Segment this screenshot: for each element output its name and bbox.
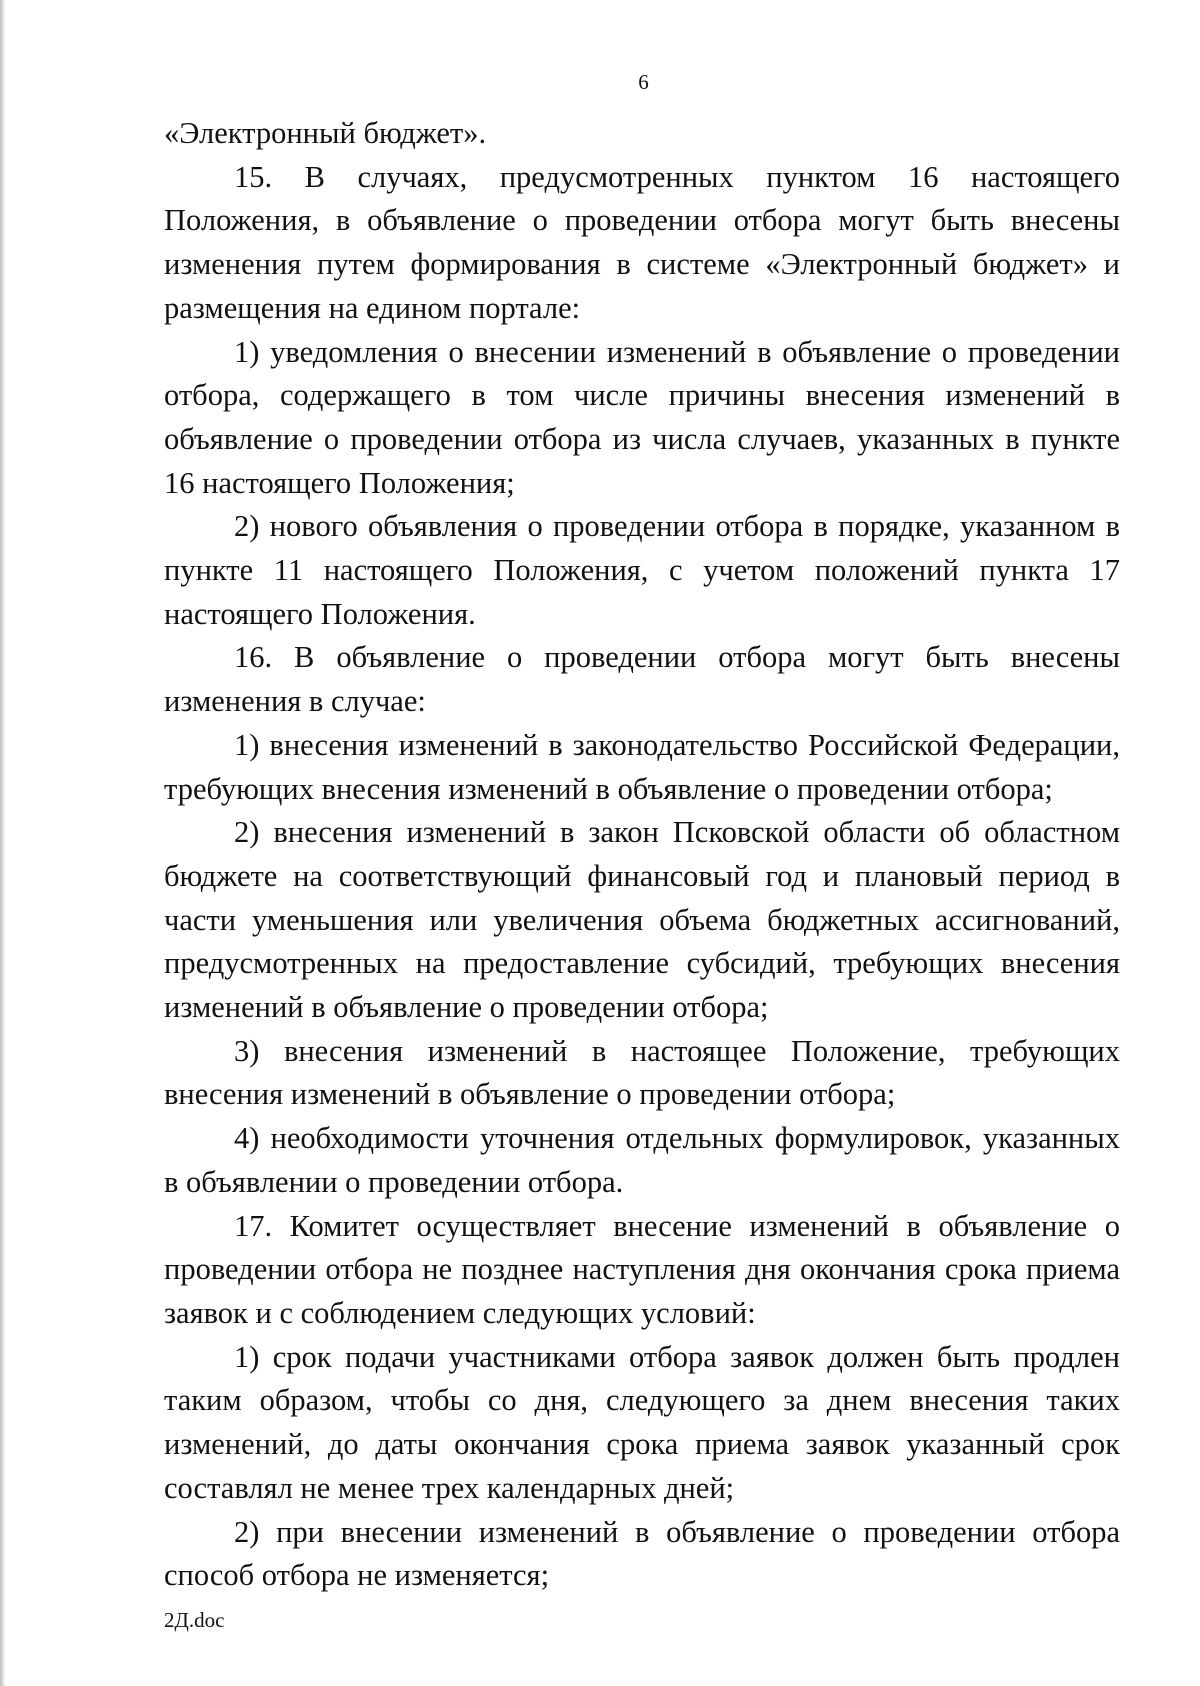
file-name-footer: 2Д.doc bbox=[164, 1608, 225, 1632]
paragraph-subitem-15-2: 2) нового объявления о проведении отбора в порядке, указанном в пункте 11 настоящего Положения, с учетом положений пункта 17 настоящего Положения. bbox=[164, 509, 1120, 631]
paragraph-subitem-17-1: 1) срок подачи участниками отбора заявок должен быть продлен таким образом, чтобы со дня, следующего за днем внесения таких изменений, до даты окончания срока приема заявок указанный срок составлял не менее трех календарных дней; bbox=[164, 1339, 1120, 1505]
paragraph-subitem-17-2: 2) при внесении изменений в объявление о проведении отбора способ отбора не изменяется; bbox=[164, 1514, 1120, 1593]
scan-edge bbox=[0, 0, 6, 1686]
paragraph-item-16: 16. В объявление о проведении отбора могут быть внесены изменения в случае: bbox=[164, 640, 1120, 719]
paragraph-continuation: «Электронный бюджет». bbox=[164, 116, 487, 150]
page-number: 6 bbox=[638, 70, 649, 94]
paragraph-subitem-16-3: 3) внесения изменений в настоящее Положение, требующих внесения изменений в объявление о проведении отбора; bbox=[164, 1033, 1120, 1112]
paragraph-item-17: 17. Комитет осуществляет внесение изменений в объявление о проведении отбора не позднее наступления дня окончания срока приема заявок и с соблюдением следующих условий: bbox=[164, 1208, 1120, 1330]
paragraph-subitem-16-1: 1) внесения изменений в законодательство Российской Федерации, требующих внесения изменений в объявление о проведении отбора; bbox=[164, 727, 1120, 806]
paragraph-item-15: 15. В случаях, предусмотренных пунктом 16 настоящего Положения, в объявление о проведении отбора могут быть внесены изменения путем формирования в системе «Электронный бюджет» и размещения на едином портале: bbox=[164, 159, 1120, 325]
paragraph-subitem-16-4: 4) необходимости уточнения отдельных формулировок, указанных в объявлении о проведении отбора. bbox=[164, 1121, 1120, 1199]
paragraph-subitem-16-2: 2) внесения изменений в закон Псковской области об областном бюджете на соответствующий финансовый год и плановый период в части уменьшения или увеличения объема бюджетных ассигнований, предусмотренных на предоставление субсидий, требующих внесения изменений в объявление о проведении отбора; bbox=[164, 815, 1120, 1025]
document-body bbox=[164, 112, 1120, 1598]
paragraph-subitem-15-1: 1) уведомления о внесении изменений в объявление о проведении отбора, содержащего в том числе причины внесения изменений в объявление о проведении отбора из числа случаев, указанных в пункте 16 настоящего Положения; bbox=[164, 334, 1120, 500]
